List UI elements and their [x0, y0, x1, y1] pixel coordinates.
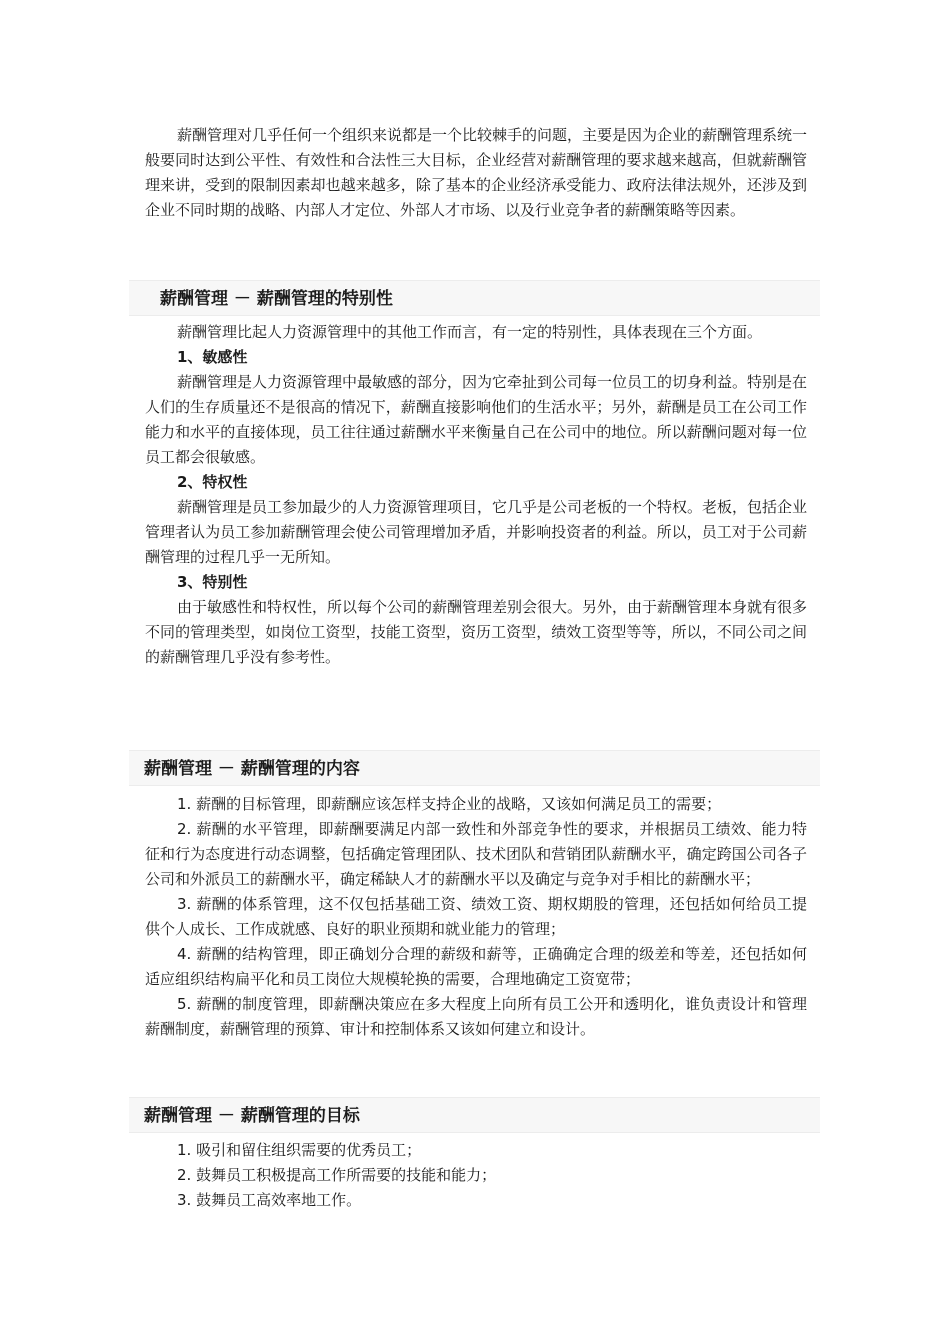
list-item: 1. 薪酬的目标管理，即薪酬应该怎样支持企业的战略，又该如何满足员工的需要；	[177, 795, 722, 813]
section-title: 薪酬管理 － 薪酬管理的目标	[144, 1106, 360, 1126]
list-item: 2. 鼓舞员工积极提高工作所需要的技能和能力；	[177, 1166, 497, 1184]
paragraph-particularity: 由于敏感性和特权性，所以每个公司的薪酬管理差别会很大。另外，由于薪酬管理本身就有很多不同的管理类型，如岗位工资型，技能工资型，资历工资型，绩效工资型等等，所以，不同公司之间的薪酬管理几乎没有参考性。	[145, 598, 808, 666]
list-item: 2. 薪酬的水平管理，即薪酬要满足内部一致性和外部竞争性的要求，并根据员工绩效、能力特征和行为态度进行动态调整，包括确定管理团队、技术团队和营销团队薪酬水平，确定跨国公司各子公司和外派员工的薪酬水平，确定稀缺人才的薪酬水平以及确定与竞争对手相比的薪酬水平；	[145, 820, 807, 888]
subheading-privilege: 2、特权性	[177, 473, 248, 491]
section-body-uniqueness	[145, 320, 807, 670]
list-item: 4. 薪酬的结构管理，即正确划分合理的薪级和薪等，正确确定合理的级差和等差，还包括如何适应组织结构扁平化和员工岗位大规模轮换的需要，合理地确定工资宽带；	[145, 945, 807, 988]
paragraph-sensitivity: 薪酬管理是人力资源管理中最敏感的部分，因为它牵扯到公司每一位员工的切身利益。特别是在人们的生存质量还不是很高的情况下，薪酬直接影响他们的生活水平；另外，薪酬是员工在公司工作能力和水平的直接体现，员工往往通过薪酬水平来衡量自己在公司中的地位。所以薪酬问题对每一位员工都会很敏感。	[145, 373, 808, 466]
section-header-content	[129, 750, 820, 786]
section-header-goals	[129, 1097, 820, 1133]
list-item: 3. 鼓舞员工高效率地工作。	[177, 1191, 362, 1209]
section-header-uniqueness	[129, 280, 820, 316]
section-intro: 薪酬管理比起人力资源管理中的其他工作而言，有一定的特别性，具体表现在三个方面。	[177, 323, 763, 341]
list-item: 5. 薪酬的制度管理，即薪酬决策应在多大程度上向所有员工公开和透明化，谁负责设计和管理薪酬制度，薪酬管理的预算、审计和控制体系又该如何建立和设计。	[145, 995, 807, 1038]
list-item: 3. 薪酬的体系管理，这不仅包括基础工资、绩效工资、期权期股的管理，还包括如何给员工提供个人成长、工作成就感、良好的职业预期和就业能力的管理；	[145, 895, 807, 938]
subheading-sensitivity: 1、敏感性	[177, 348, 248, 366]
section-title: 薪酬管理 － 薪酬管理的内容	[144, 759, 360, 779]
intro-block	[145, 123, 807, 223]
subheading-particularity: 3、特别性	[177, 573, 248, 591]
paragraph-privilege: 薪酬管理是员工参加最少的人力资源管理项目，它几乎是公司老板的一个特权。老板，包括企业管理者认为员工参加薪酬管理会使公司管理增加矛盾，并影响投资者的利益。所以，员工对于公司薪酬管理的过程几乎一无所知。	[145, 498, 808, 566]
section-title: 薪酬管理 － 薪酬管理的特别性	[160, 289, 393, 309]
list-item: 1. 吸引和留住组织需要的优秀员工；	[177, 1141, 422, 1159]
section-body-content	[145, 792, 807, 1042]
intro-paragraph: 薪酬管理对几乎任何一个组织来说都是一个比较棘手的问题，主要是因为企业的薪酬管理系统一般要同时达到公平性、有效性和合法性三大目标，企业经营对薪酬管理的要求越来越高，但就薪酬管理来讲，受到的限制因素却也越来越多，除了基本的企业经济承受能力、政府法律法规外，还涉及到企业不同时期的战略、内部人才定位、外部人才市场、以及行业竞争者的薪酬策略等因素。	[145, 126, 808, 219]
section-body-goals	[145, 1138, 807, 1213]
